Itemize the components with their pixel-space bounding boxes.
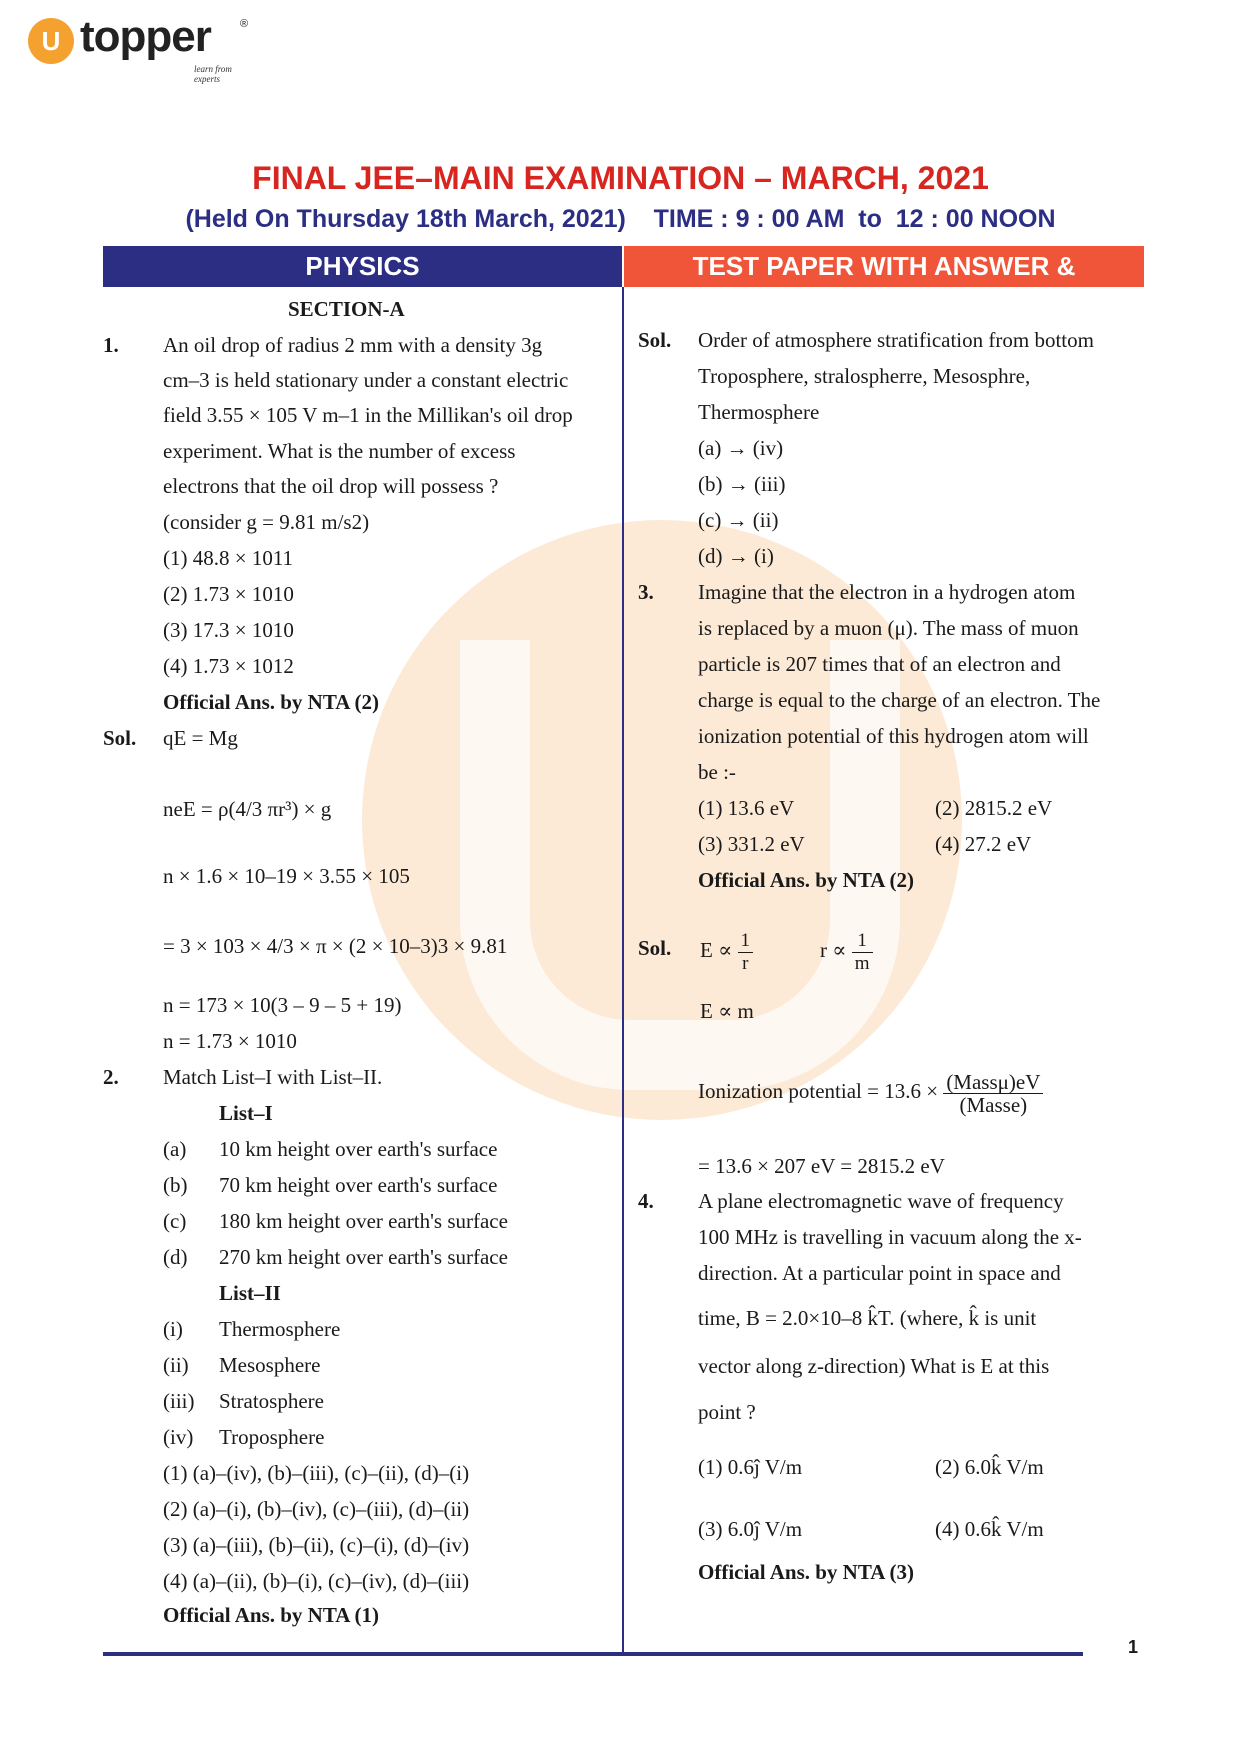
q2-list1-val-c: 180 km height over earth's surface: [219, 1209, 508, 1233]
subject-bar: PHYSICS: [103, 246, 622, 287]
logo-mark: U: [28, 18, 74, 64]
q2-sol-line-3: Thermosphere: [698, 400, 820, 424]
q3-line-2: is replaced by a muon (μ). The mass of muon: [698, 616, 1079, 640]
footer-rule: [103, 1652, 1083, 1656]
q3-sol-ionization: [698, 1062, 1043, 1120]
q2-list1-key-a: (a): [163, 1137, 187, 1161]
q2-list2-key-ii: (ii): [163, 1353, 189, 1377]
logo-brand: topper: [80, 12, 211, 61]
ion-label: Ionization potential = 13.6 ×: [698, 1079, 939, 1103]
topper-logo: [28, 12, 258, 84]
column-divider: [622, 287, 624, 1654]
q1-sol-line-5: n = 173 × 10(3 – 9 – 5 + 19): [163, 993, 402, 1017]
q3-sol-result: = 13.6 × 207 eV = 2815.2 eV: [698, 1154, 945, 1178]
q2-answer: Official Ans. by NTA (1): [163, 1603, 380, 1627]
section-heading: SECTION-A: [288, 297, 405, 321]
exam-title: FINAL JEE–MAIN EXAMINATION – MARCH, 2021: [252, 160, 989, 196]
q3-sol-e-prop: [700, 920, 753, 980]
one-over-r: [738, 930, 754, 975]
q4-line-1: A plane electromagnetic wave of frequency: [698, 1189, 1064, 1213]
q2-list2-val-ii: Mesosphere: [219, 1353, 321, 1377]
q3-line-1: Imagine that the electron in a hydrogen atom: [698, 580, 1076, 604]
q4-option-1: (1) 0.6ĵ V/m: [698, 1455, 803, 1479]
q2-sol-map-c: (c) → (ii): [698, 508, 779, 532]
q3-line-6: be :-: [698, 760, 736, 784]
q1-sol-line-1: qE = Mg: [163, 726, 238, 750]
q3-option-3: (3) 331.2 eV: [698, 832, 805, 856]
q2-list1-val-a: 10 km height over earth's surface: [219, 1137, 498, 1161]
q3-line-4: charge is equal to the charge of an electron. The: [698, 688, 1101, 712]
frac-num-1b: 1: [852, 930, 873, 953]
q2-list2-key-iv: (iv): [163, 1425, 194, 1449]
q2-sol-label: Sol.: [638, 328, 672, 352]
q2-option-3: (3) (a)–(iii), (b)–(ii), (c)–(i), (d)–(iv): [163, 1533, 470, 1557]
q4-answer: Official Ans. by NTA (3): [698, 1560, 915, 1584]
q2-sol-map-a: (a) → (iv): [698, 436, 784, 460]
exam-subtitle: (Held On Thursday 18th March, 2021) TIME : 9 : 00 AM to 12 : 00 NOON: [185, 205, 1056, 233]
q1-sol-line-2: neE = ρ(4/3 πr³) × g: [163, 797, 332, 821]
q1-option-2: (2) 1.73 × 1010: [163, 582, 294, 606]
logo-registered-mark: ®: [240, 18, 249, 30]
q4-option-3: (3) 6.0ĵ V/m: [698, 1517, 803, 1541]
q4-line-2: 100 MHz is travelling in vacuum along the x-: [698, 1225, 1082, 1249]
q2-list1-key-b: (b): [163, 1173, 188, 1197]
q3-option-2: (2) 2815.2 eV: [935, 796, 1053, 820]
q3-option-4: (4) 27.2 eV: [935, 832, 1032, 856]
q3-option-1: (1) 13.6 eV: [698, 796, 795, 820]
q2-sol-map-d: (d) → (i): [698, 544, 774, 568]
q2-list1-val-b: 70 km height over earth's surface: [219, 1173, 498, 1197]
q1-answer: Official Ans. by NTA (2): [163, 690, 380, 714]
q2-list2-val-i: Thermosphere: [219, 1317, 341, 1341]
q1-option-3: (3) 17.3 × 1010: [163, 618, 294, 642]
q2-option-4: (4) (a)–(ii), (b)–(i), (c)–(iv), (d)–(iii): [163, 1569, 470, 1593]
ion-num: (Massμ)eV: [943, 1071, 1043, 1094]
q4-option-2: (2) 6.0k̂ V/m: [935, 1455, 1044, 1479]
q2-sol-line-2: Troposphere, stralospherre, Mesosphre,: [698, 364, 1031, 388]
q4-line-6: point ?: [698, 1400, 756, 1424]
q3-sol-r-prop: [820, 920, 873, 980]
q1-line-3: field 3.55 × 105 V m–1 in the Millikan's oil drop: [163, 403, 573, 427]
q4-line-4: time, B = 2.0×10–8 k̂T. (where, k̂ is unit: [698, 1306, 1037, 1330]
q4-option-4: (4) 0.6k̂ V/m: [935, 1517, 1044, 1541]
q4-line-5: vector along z-direction) What is E at this: [698, 1354, 1050, 1378]
q1-line-6: (consider g = 9.81 m/s2): [163, 510, 370, 534]
q3-line-5: ionization potential of this hydrogen atom will: [698, 724, 1089, 748]
frac-num-1: 1: [738, 930, 754, 953]
e-prop-label: E ∝: [700, 938, 733, 962]
q2-number: 2.: [103, 1065, 119, 1089]
q1-option-1: (1) 48.8 × 1011: [163, 546, 294, 570]
q1-sol-label: Sol.: [103, 726, 137, 750]
q3-number: 3.: [638, 580, 654, 604]
q2-sol-map-b: (b) → (iii): [698, 472, 786, 496]
q2-option-2: (2) (a)–(i), (b)–(iv), (c)–(iii), (d)–(ii): [163, 1497, 470, 1521]
q1-option-4: (4) 1.73 × 1012: [163, 654, 294, 678]
q1-sol-line-4: = 3 × 103 × 4/3 × π × (2 × 10–3)3 × 9.81: [163, 934, 508, 958]
q3-sol-e-m: E ∝ m: [700, 999, 754, 1023]
q3-answer: Official Ans. by NTA (2): [698, 868, 915, 892]
one-over-m: [852, 930, 873, 975]
q1-line-4: experiment. What is the number of excess: [163, 439, 516, 463]
q2-sol-line-1: Order of atmosphere stratification from bottom: [698, 328, 1094, 352]
q3-sol-label: Sol.: [638, 936, 672, 960]
frac-den-r: r: [742, 952, 749, 974]
q2-list2-key-i: (i): [163, 1317, 183, 1341]
q2-list1-title: List–I: [219, 1101, 273, 1125]
q2-option-1: (1) (a)–(iv), (b)–(iii), (c)–(ii), (d)–(i): [163, 1461, 470, 1485]
frac-den-m: m: [854, 952, 870, 974]
q2-stem: Match List–I with List–II.: [163, 1065, 383, 1089]
q2-list1-key-c: (c): [163, 1209, 187, 1233]
q1-sol-line-6: n = 1.73 × 1010: [163, 1029, 297, 1053]
q1-line-5: electrons that the oil drop will possess ?: [163, 474, 499, 498]
q3-line-3: particle is 207 times that of an electron and: [698, 652, 1061, 676]
page-number: 1: [1128, 1637, 1139, 1657]
r-prop-label: r ∝: [820, 938, 847, 962]
q4-number: 4.: [638, 1189, 654, 1213]
q2-list1-val-d: 270 km height over earth's surface: [219, 1245, 508, 1269]
logo-tagline: learn from experts: [194, 64, 232, 84]
q1-number: 1.: [103, 333, 119, 357]
q2-list2-title: List–II: [219, 1281, 281, 1305]
ion-fraction: [943, 1071, 1043, 1116]
q1-line-2: cm–3 is held stationary under a constant electric: [163, 368, 569, 392]
q2-list2-key-iii: (iii): [163, 1389, 195, 1413]
q2-list1-key-d: (d): [163, 1245, 188, 1269]
ion-den: (Masse): [959, 1092, 1028, 1117]
paper-bar: TEST PAPER WITH ANSWER & SOLUTION: [624, 246, 1144, 287]
q4-line-3: direction. At a particular point in space and: [698, 1261, 1061, 1285]
q2-list2-val-iv: Troposphere: [219, 1425, 325, 1449]
q2-list2-val-iii: Stratosphere: [219, 1389, 324, 1413]
q1-sol-line-3: n × 1.6 × 10–19 × 3.55 × 105: [163, 864, 410, 888]
q1-line-1: An oil drop of radius 2 mm with a density 3g: [163, 333, 543, 357]
